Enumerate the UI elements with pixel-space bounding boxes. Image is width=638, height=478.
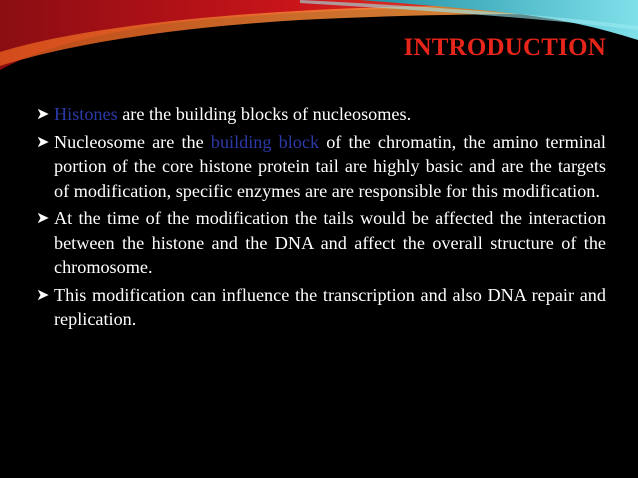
- arrow-bullet-icon: ➤: [36, 131, 50, 151]
- bullet-text: At the time of the modification the tails would be affected the interaction between the histone and the DNA and affect the overall structure of the chromosome.: [54, 208, 606, 277]
- highlight-building-block: building block: [210, 131, 320, 152]
- bullet-text: of the chromatin, the amino terminal portion of the core histone protein tail are highly basic and are the targets of modification, specific enzymes are are responsible for this modification.: [54, 131, 606, 201]
- highlight-histones: Histones: [54, 104, 118, 124]
- bullet-text: are the building blocks of nucleosomes.: [117, 104, 412, 124]
- bullet-text: This modification can influence the transcription and also DNA repair and replication.: [54, 284, 606, 329]
- bullet-item-4: [36, 283, 606, 332]
- arrow-bullet-icon: ➤: [36, 284, 50, 304]
- bullet-item-3: [36, 206, 606, 280]
- bullet-list: [36, 102, 606, 335]
- bullet-item-2: [36, 130, 606, 204]
- bullet-item-1: [36, 102, 606, 127]
- bullet-text: Nucleosome are the: [54, 131, 211, 152]
- arrow-bullet-icon: ➤: [36, 208, 50, 227]
- slide-title: INTRODUCTION: [403, 34, 606, 61]
- arrow-bullet-icon: ➤: [36, 104, 50, 123]
